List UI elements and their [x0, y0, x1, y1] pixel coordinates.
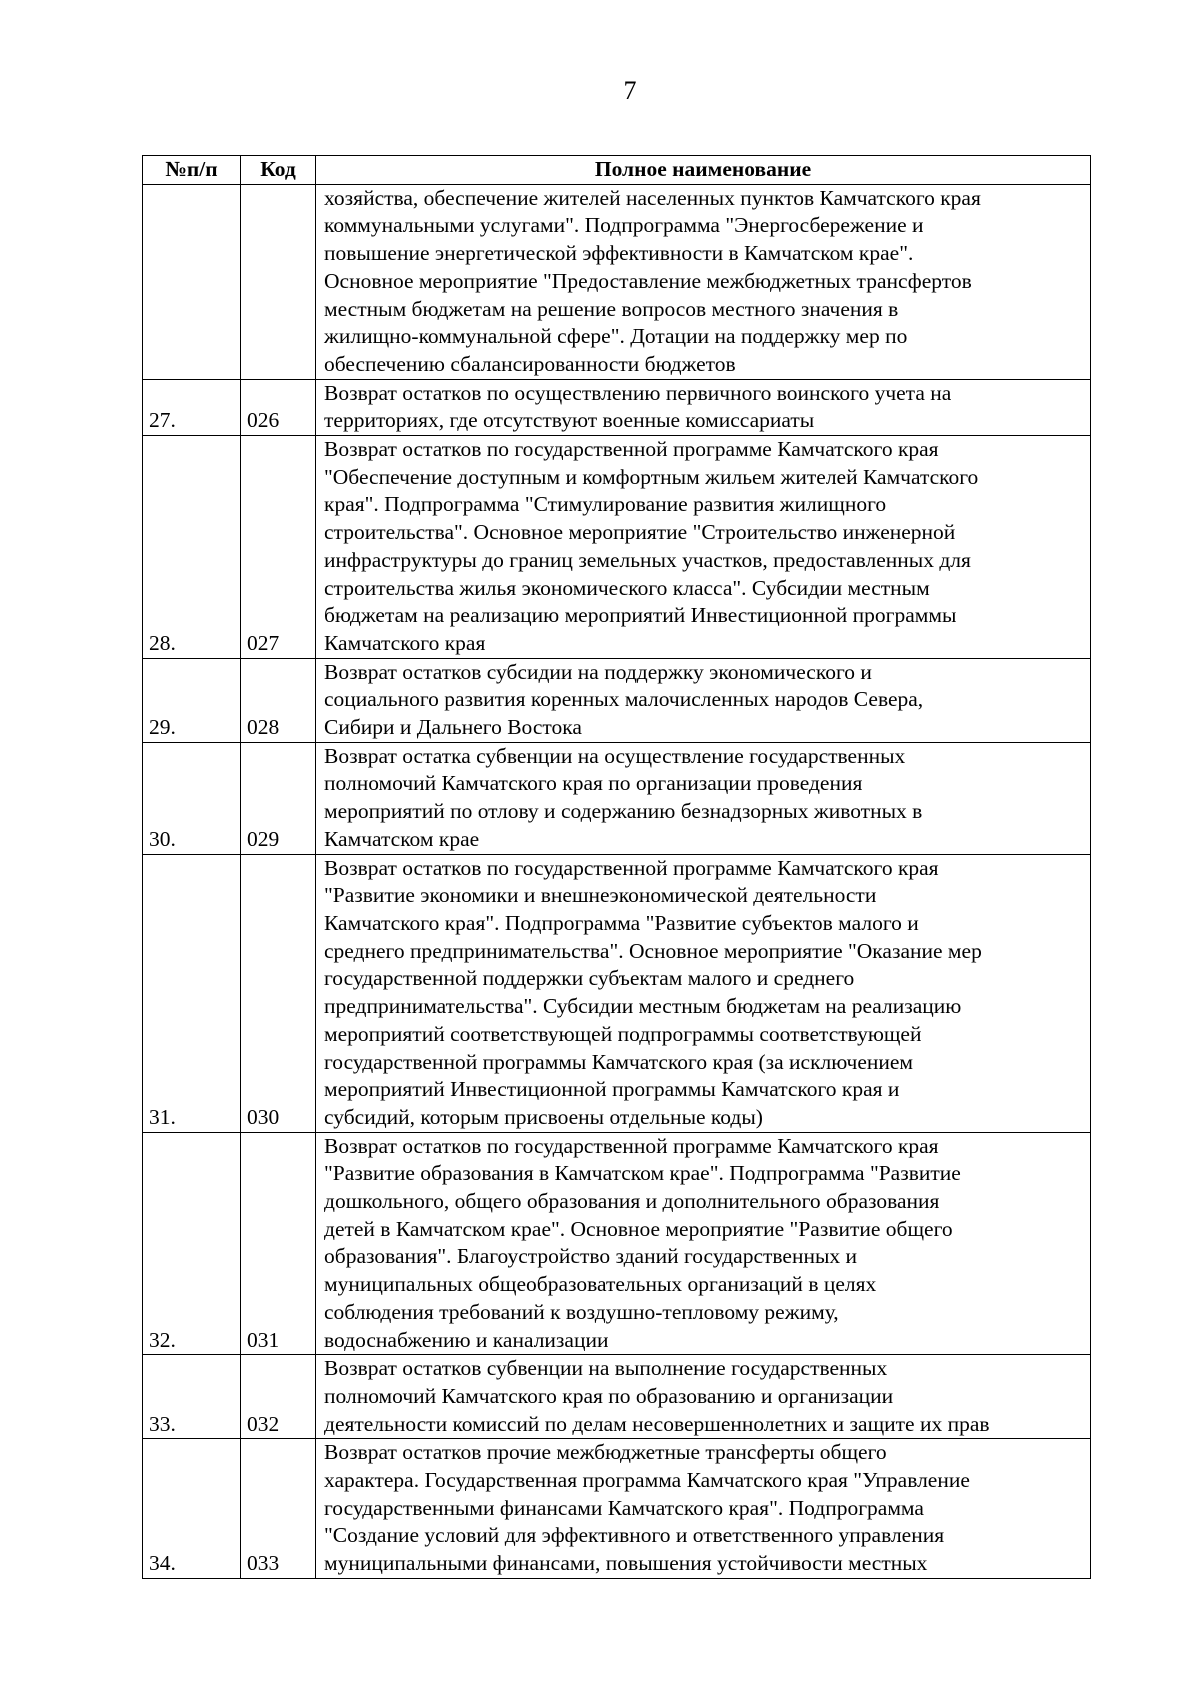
row-code: 028	[241, 658, 316, 742]
name-line: коммунальными услугами". Подпрограмма "Энергосбережение и	[324, 213, 924, 238]
row-name	[316, 854, 1091, 1132]
name-line: Возврат остатков по государственной программе Камчатского края	[324, 855, 939, 880]
name-line: полномочий Камчатского края по организации проведения	[324, 771, 863, 796]
name-line: государственными финансами Камчатского края". Подпрограмма	[324, 1495, 924, 1520]
row-code: 030	[241, 854, 316, 1132]
name-line: Возврат остатков прочие межбюджетные трансферты общего	[324, 1440, 887, 1465]
name-line: полномочий Камчатского края по образованию и организации	[324, 1383, 894, 1408]
name-line: Возврат остатков субвенции на выполнение государственных	[324, 1356, 888, 1381]
name-line: инфраструктуры до границ земельных участков, предоставленных для	[324, 547, 971, 572]
row-name	[316, 436, 1091, 659]
name-line: "Развитие образования в Камчатском крае". Подпрограмма "Развитие	[324, 1161, 961, 1186]
row-name	[316, 1439, 1091, 1579]
name-line: Камчатского края	[324, 630, 486, 655]
name-line: характера. Государственная программа Камчатского края "Управление	[324, 1468, 970, 1493]
row-name	[316, 1132, 1091, 1355]
name-line: "Обеспечение доступным и комфортным жильем жителей Камчатского	[324, 464, 979, 489]
name-line: "Развитие экономики и внешнеэкономической деятельности	[324, 883, 877, 908]
table-row	[143, 1355, 1091, 1439]
row-code	[241, 184, 316, 379]
row-code: 031	[241, 1132, 316, 1355]
row-code: 029	[241, 742, 316, 854]
name-line: муниципальных общеобразовательных организаций в целях	[324, 1272, 877, 1297]
name-line: образования". Благоустройство зданий государственных и	[324, 1244, 858, 1269]
table-row	[143, 658, 1091, 742]
table-row	[143, 1439, 1091, 1579]
name-line: среднего предпринимательства". Основное мероприятие "Оказание мер	[324, 938, 982, 963]
name-line: края". Подпрограмма "Стимулирование развития жилищного	[324, 492, 887, 517]
table-row	[143, 379, 1091, 435]
name-line: деятельности комиссий по делам несовершеннолетних и защите их прав	[324, 1411, 990, 1436]
name-line: социального развития коренных малочисленных народов Севера,	[324, 687, 924, 712]
row-number: 31.	[143, 854, 241, 1132]
name-line: Камчатском крае	[324, 826, 480, 851]
name-line: жилищно-коммунальной сфере". Дотации на поддержку мер по	[324, 324, 908, 349]
name-line: обеспечению сбалансированности бюджетов	[324, 351, 736, 376]
name-line: мероприятий Инвестиционной программы Камчатского края и	[324, 1077, 900, 1102]
name-line: водоснабжению и канализации	[324, 1327, 609, 1352]
name-line: территориях, где отсутствуют военные комиссариаты	[324, 408, 815, 433]
row-number: 33.	[143, 1355, 241, 1439]
row-code: 032	[241, 1355, 316, 1439]
row-name	[316, 1355, 1091, 1439]
name-line: повышение энергетической эффективности в Камчатском крае".	[324, 241, 914, 266]
header-code: Код	[241, 156, 316, 185]
name-line: бюджетам на реализацию мероприятий Инвестиционной программы	[324, 603, 957, 628]
page-number: 7	[623, 76, 637, 105]
name-line: государственной поддержки субъектам малого и среднего	[324, 966, 855, 991]
name-line: мероприятий по отлову и содержанию безнадзорных животных в	[324, 799, 923, 824]
name-line: Сибири и Дальнего Востока	[324, 715, 582, 740]
row-code: 033	[241, 1439, 316, 1579]
name-line: строительства". Основное мероприятие "Строительство инженерной	[324, 520, 956, 545]
row-number: 27.	[143, 379, 241, 435]
table-row	[143, 184, 1091, 379]
row-code: 027	[241, 436, 316, 659]
name-line: местным бюджетам на решение вопросов местного значения в	[324, 296, 899, 321]
codes-table	[142, 155, 1091, 1579]
name-line: Возврат остатка субвенции на осуществление государственных	[324, 743, 906, 768]
name-line: государственной программы Камчатского края (за исключением	[324, 1049, 914, 1074]
table-row	[143, 854, 1091, 1132]
name-line: Камчатского края". Подпрограмма "Развитие субъектов малого и	[324, 910, 919, 935]
row-number: 29.	[143, 658, 241, 742]
name-line: субсидий, которым присвоены отдельные коды)	[324, 1104, 763, 1129]
name-line: дошкольного, общего образования и дополнительного образования	[324, 1189, 940, 1214]
name-line: "Создание условий для эффективного и ответственного управления	[324, 1523, 945, 1548]
name-line: Возврат остатков по государственной программе Камчатского края	[324, 1133, 939, 1158]
row-number: 30.	[143, 742, 241, 854]
row-name	[316, 184, 1091, 379]
table-header-row	[143, 156, 1091, 185]
row-number	[143, 184, 241, 379]
row-code: 026	[241, 379, 316, 435]
table-row	[143, 742, 1091, 854]
name-line: Возврат остатков субсидии на поддержку экономического и	[324, 659, 872, 684]
row-number: 28.	[143, 436, 241, 659]
name-line: мероприятий соответствующей подпрограммы соответствующей	[324, 1021, 922, 1046]
row-number: 34.	[143, 1439, 241, 1579]
table-row	[143, 1132, 1091, 1355]
table-body	[143, 184, 1091, 1578]
name-line: предпринимательства". Субсидии местным бюджетам на реализацию	[324, 994, 962, 1019]
name-line: Основное мероприятие "Предоставление межбюджетных трансфертов	[324, 268, 972, 293]
row-name	[316, 658, 1091, 742]
name-line: муниципальными финансами, повышения устойчивости местных	[324, 1551, 928, 1576]
row-name	[316, 379, 1091, 435]
name-line: хозяйства, обеспечение жителей населенных пунктов Камчатского края	[324, 185, 981, 210]
name-line: соблюдения требований к воздушно-тепловому режиму,	[324, 1299, 839, 1324]
row-number: 32.	[143, 1132, 241, 1355]
table-row	[143, 436, 1091, 659]
name-line: строительства жилья экономического класса". Субсидии местным	[324, 575, 930, 600]
name-line: детей в Камчатском крае". Основное мероприятие "Развитие общего	[324, 1216, 953, 1241]
name-line: Возврат остатков по государственной программе Камчатского края	[324, 437, 939, 462]
header-num: №п/п	[143, 156, 241, 185]
header-name: Полное наименование	[316, 156, 1091, 185]
row-name	[316, 742, 1091, 854]
name-line: Возврат остатков по осуществлению первичного воинского учета на	[324, 380, 952, 405]
